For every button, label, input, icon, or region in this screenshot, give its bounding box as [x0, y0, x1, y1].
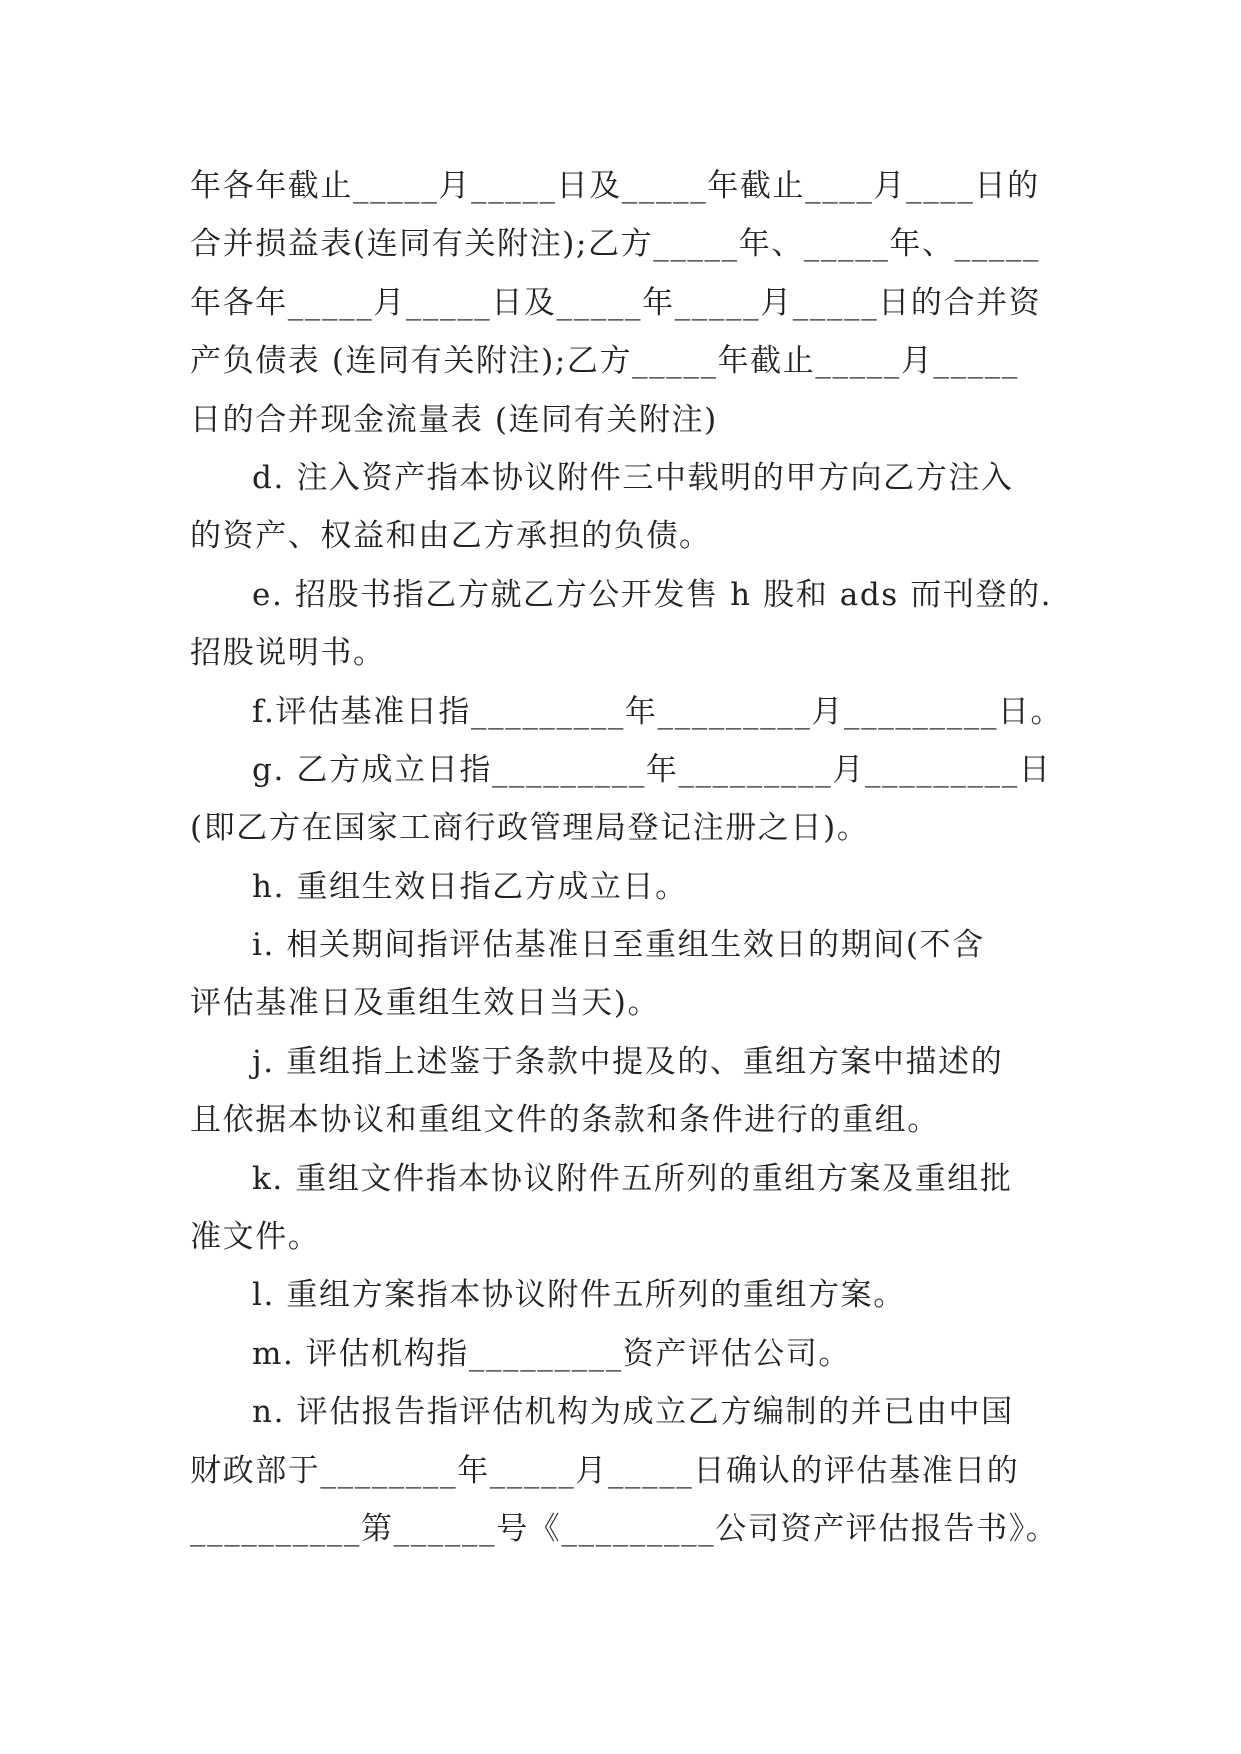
text-line: e. 招股书指乙方就乙方公开发售 h 股和 ads 而刊登的.: [252, 576, 1053, 613]
text-line: 年各年截止_____月_____日及_____年截止____月____日的: [190, 168, 1040, 204]
paragraph-g-establishment-date: [190, 741, 1060, 858]
paragraph-i-relevant-period: [190, 916, 1060, 1033]
paragraph-n-valuation-report: [190, 1383, 1060, 1558]
text-line: j. 重组指上述鉴于条款中提及的、重组方案中描述的: [252, 1043, 1004, 1080]
text-line: 财政部于________年_____月_____日确认的评估基准日的: [190, 1452, 1020, 1489]
text-line: 的资产、权益和由乙方承担的负债。: [190, 518, 712, 555]
text-line: 且依据本协议和重组文件的条款和条件进行的重组。: [190, 1102, 940, 1139]
text-line: f.评估基准日指_________年_________月_________日。: [252, 693, 1064, 730]
paragraph-e-prospectus: [190, 566, 1060, 683]
text-line: 招股说明书。: [190, 635, 386, 672]
paragraph-k-restructuring-documents: [190, 1150, 1060, 1267]
paragraph-h-effective-date: [190, 858, 1060, 916]
text-line: k. 重组文件指本协议附件五所列的重组方案及重组批: [252, 1160, 1013, 1197]
paragraph-m-valuation-agency: [190, 1325, 1060, 1383]
text-line: 产负债表 (连同有关附注);乙方_____年截止_____月_____: [190, 343, 1019, 380]
text-line: 准文件。: [190, 1219, 321, 1256]
text-line: h. 重组生效日指乙方成立日。: [252, 868, 688, 905]
paragraph-d-injected-assets: [190, 449, 1060, 566]
text-line: __________第______号《_________公司资产评估报告书》。: [190, 1510, 1059, 1547]
text-line: d. 注入资产指本协议附件三中载明的甲方向乙方注入: [252, 459, 1014, 496]
paragraph-f-valuation-date: [190, 683, 1064, 741]
paragraph-l-restructuring-plan: [190, 1266, 1060, 1324]
text-line: 日的合并现金流量表 (连同有关附注): [190, 401, 718, 438]
text-line: 合并损益表(连同有关附注);乙方_____年、_____年、_____: [190, 226, 1041, 263]
text-line: (即乙方在国家工商行政管理局登记注册之日)。: [190, 810, 870, 847]
text-line: n. 评估报告指评估机构为成立乙方编制的并已由中国: [252, 1394, 1014, 1431]
text-line: 年各年_____月_____日及_____年_____月_____日的合并资: [190, 284, 1042, 321]
text-line: g. 乙方成立日指_________年_________月_________日: [252, 751, 1052, 788]
paragraph-j-restructuring: [190, 1033, 1060, 1150]
text-line: i. 相关期间指评估基准日至重组生效日的期间(不含: [252, 927, 985, 964]
text-line: 评估基准日及重组生效日当天)。: [190, 985, 661, 1022]
text-line: l. 重组方案指本协议附件五所列的重组方案。: [252, 1277, 906, 1314]
paragraph-financial-statements: [190, 157, 1060, 449]
text-line: m. 评估机构指_________资产评估公司。: [252, 1335, 852, 1372]
document-body: [190, 157, 1064, 1558]
